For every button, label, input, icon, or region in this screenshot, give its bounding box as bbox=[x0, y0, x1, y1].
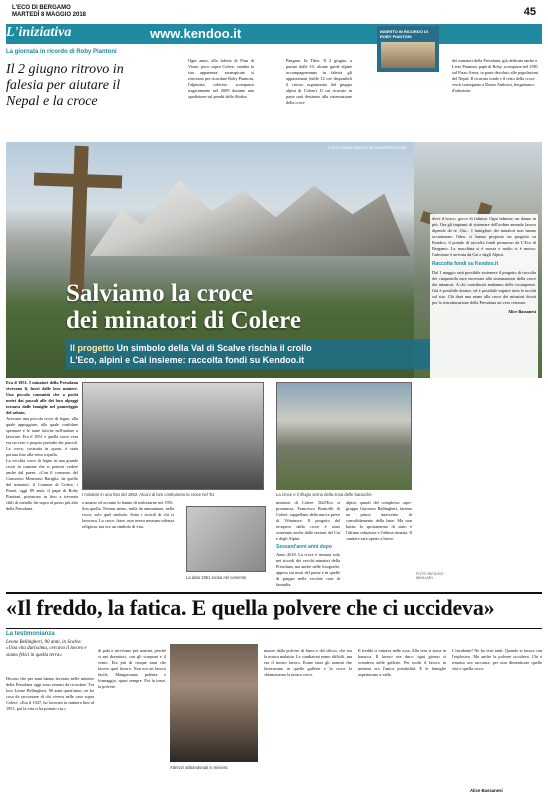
bottom-intro: Leone Bellingheri, 90 anni, in Scalve: «Una vita durissima, cercavo il lavoro e siamo felici in quella terra» bbox=[6, 640, 87, 658]
body-text-2: La vecchia croce di legno in una grande croce in comune che si potesse vedere anche dal paese. «Con il consenso del Consorzio Minerario Bariglia, da quello del minatori, il Comune di Colere, i Pianti, oggi 89 anni, il papà di Roby Piantoni, portarono in fino a trecento chili di metallo fin sopra al passo più alto della Presolana. bbox=[6, 458, 78, 511]
body-text-5: Anno 2018. La croce è rimasta solo nei ricordi dei vecchi minatori della Presolana, ma anche nelle fotografie, appesa sui muri del paese e in quelle di gruppo nelle vecchie case di famiglia. bbox=[276, 552, 340, 586]
side-subhead: Raccolta fondi su Kendoo.it bbox=[432, 261, 499, 267]
top-headline: Il 2 giugno ritrovo in falesia per aiutare il Nepal e la croce bbox=[6, 62, 124, 109]
bottom-column-2: di pala e servivano più uomini, perché si nei dormitori, con gli scarponi e il vento. Era più di cinque anni che facevo quel lavoro. Non era un lavoro facile. Mangiavamo polenta e formaggio, quasi sempre. Poi la tosse, la polvere. bbox=[98, 648, 166, 689]
issue-date: MARTEDÌ 8 MAGGIO 2018 bbox=[12, 12, 87, 18]
bottom-column-1: Dicono che per anni hanno lavorato nelle miniere della Presolana oggi sono rimasti da ricordare. Tra loro Leone Bellingheri, 90 anni quest'anno, ne ha cosa da raccontare di chi viveva nelle case sopra Colere. «Era il 1947, ho lavorato in miniera fino al 1951, poi la vita ci ha portato via.» bbox=[6, 676, 94, 711]
divider bbox=[6, 628, 542, 629]
body-column-3 bbox=[276, 500, 340, 586]
newspaper-name: L'ECO DI BERGAMO MARTEDÌ 8 MAGGIO 2018 bbox=[12, 5, 87, 18]
deck-line-1: Un simbolo della Val di Scalve rischia il crollo bbox=[116, 343, 312, 353]
old-date-photo bbox=[186, 506, 266, 572]
main-headline-line-2: dei minatori di Colere bbox=[66, 307, 301, 334]
old-date-caption: La data 1951 incisa nel cemento bbox=[186, 575, 247, 580]
body-column-2: a umano ed accanto lo hanno di realizzarne nel 1951. Son quella. Nessun meno, nulla da ammantare, nella croce, solo quel simbolo. Sono i ricordi di chi ci lavorava. La croce, forse, non aveva nessuna valenza religiosa, ma era un simbolo di vita. bbox=[82, 500, 174, 529]
main-headline bbox=[66, 280, 486, 334]
top-column-2: Pangma. In Tibet. Il 2 giugno, a partire dalle 10, alcune guide alpine accompagneranno in falesia gli appassionati (nelle 12 ore disponibili il ristoro organizzato dal gruppo alpini di Colere). Il cui ricavato in parte sarà destinato alla sistemazione della croce bbox=[286, 58, 352, 105]
body-subhead: Sessant'anni anni dopo bbox=[276, 544, 332, 550]
bottom-column-5: L'incidente? Ne ho visti tanti. Quando si lavora con l'esplosivo. Ma anche la polvere uccideva. Chi è rimasto ora racconta, per non dimenticare quelle vite e quella croce. bbox=[452, 648, 542, 671]
body-column-1 bbox=[6, 380, 78, 512]
promo-title: INSERTO IN RICORDO DI ROBY PIANTONI bbox=[380, 29, 428, 39]
bottom-column-4: Il freddo ci entrava nelle ossa. Alla sera si stava in baracca. Il lavoro era duro: ogni giorno si scendeva nelle gallerie. Per molti il lavoro in miniera era l'unica possibilità. E le famiglie aspettavano a valle. bbox=[358, 648, 446, 677]
side-column bbox=[430, 214, 538, 584]
cross-caption: La croce e il rifugio vicino della zona delle baracche bbox=[276, 492, 372, 497]
side-text-2: Dal 1 maggio sarà possibile sostenere il progetto di raccolta dei cinquemila euro necessari alla sistemazione della croce dei minatori. A chi contribuirà andranno delle ricompense. Già è possibile donare, ed è possibile seguire tutte le novità sul sito. Chi darà una mano alla croce dei minatori dovrà per la ristrutturazione della Presolana un vero restauro. bbox=[432, 270, 536, 305]
body-text-1: Avevano una piccola croce di legno, alla quale appoggiare, alla quale confidare speranze e le tante fatiche nell'andare a lavorare. Era il 1951 e quella croce vera era un vero e proprio presidio dei pascoli. La croce, costruita in quota, è stata portata fino alla vetta a spalla. bbox=[6, 416, 78, 457]
body-text-4: minatori di Colere. Dall'Eco si pronuncia, Francesco Bonicelli di Colere, cappellano della nuova pieve di Vilminore. Il progetto del recupero dalla croce è stato sostenuto anche dalle sezioni del Cai e degli Alpini. bbox=[276, 500, 340, 541]
miners-photo bbox=[82, 382, 264, 490]
top-kicker: La giornata in ricordo di Roby Piantoni bbox=[6, 49, 117, 55]
section-title: L'iniziativa bbox=[6, 25, 72, 40]
deck-line-2: L'Eco, alpini e Cai insieme: raccolta fondi su Kendoo.it bbox=[70, 355, 305, 365]
deck bbox=[70, 342, 432, 366]
page-number: 45 bbox=[523, 6, 536, 18]
divider bbox=[6, 592, 542, 594]
side-byline: Alice Bassanesi bbox=[507, 309, 536, 314]
photo-credit: FOTO FABIO GRITTI / ATTRAVERSO.COM bbox=[328, 145, 407, 150]
mine-photo bbox=[170, 644, 258, 762]
bottom-author: Alice Bassanesi bbox=[470, 788, 503, 793]
body-column-4: alpini, quindi del complesso capo-gruppo Giacomo Bellingheri, faremo un primo intervento di consolidamento della base. Ma non basta: lo spostamento di stato è l'ultima soluzione e l'ultima rimasta. Il cantiere sarà aperto a breve. bbox=[346, 500, 412, 541]
section-band bbox=[6, 24, 542, 44]
miners-caption: I minatori in una foto del 1952. Alcuni di loro costruirono la croce nel '51 bbox=[82, 492, 215, 497]
website-link[interactable]: www.kendoo.it bbox=[150, 26, 242, 41]
top-column-1: Ogni anno, alla falesia di Pian di Vione, poco sopra Colere, cambia la sua apparenza: arrampicate si ritrovano per ricordare Roby Piantoni, l'alpinista colerese scomparso tragicamente nel 2009 durante una spedizione sul pendii dello Shisha bbox=[188, 58, 254, 99]
top-column-3: dei minatori della Presolana, già dedicata anche a Livio Piantoni, papà di Roby, scomparso nel 1981 sul Pizzo Arera, in parte devoluto alle popolazioni del Nepal. Il ricavato totale e il resto della croce verrà consegnato a Dunio Ambrosi, bergamasco d'adozione. bbox=[452, 58, 539, 93]
side-photo-credit: FOTO RIFUGIO MIGLIARI bbox=[416, 572, 444, 580]
main-headline-line-1: Salviamo la croce bbox=[66, 280, 253, 307]
bottom-column-3: muore dalla polvere di fumo e del silicio, che era la nostra malattia. Le condizioni erano difficili, ma era il nostro lavoro. Erano tanti gli uomini che lavoravano in quelle gallerie e la croce la chiamavamo la nostra croce. bbox=[264, 648, 352, 677]
side-text: dove il bosco, gocce di fulmini. Ogni fulmine, un danno in più. Ora gli impianti di sistemare dell'ordine annuale lavoro dipende da te. Ora... I famigliari dei minatori non hanno accantonato l'idea, ci hanno proposto un progetto su Kendoo, il portale di raccolta fondi promosso da L'Eco di Bergamo. La macchina si è mossa e molto si è mosso: l'adesione è arrivata da Cai e dagli Alpini. bbox=[432, 216, 536, 257]
bottom-headline: «Il freddo, la fatica. E quella polvere che ci uccideva» bbox=[6, 595, 495, 620]
body-lead: Era il 1951. I minatori della Presolana vivevano lì, fuori dalle loro miniere. Una piccola comunità che a pochi metri dai pascoli alle dei loro alpeggi tornava dalle famiglie nel pomeriggio del sabato. bbox=[6, 380, 78, 415]
deck-kicker: Il progetto bbox=[70, 343, 114, 353]
promo-photo bbox=[381, 42, 435, 68]
cross-photo bbox=[276, 382, 412, 490]
mine-caption: Attrezzi abbandonati in miniera bbox=[170, 765, 228, 770]
promo-thumbnail[interactable] bbox=[377, 26, 439, 72]
masthead bbox=[6, 4, 542, 22]
bottom-kicker: La testimonianza bbox=[6, 631, 55, 637]
